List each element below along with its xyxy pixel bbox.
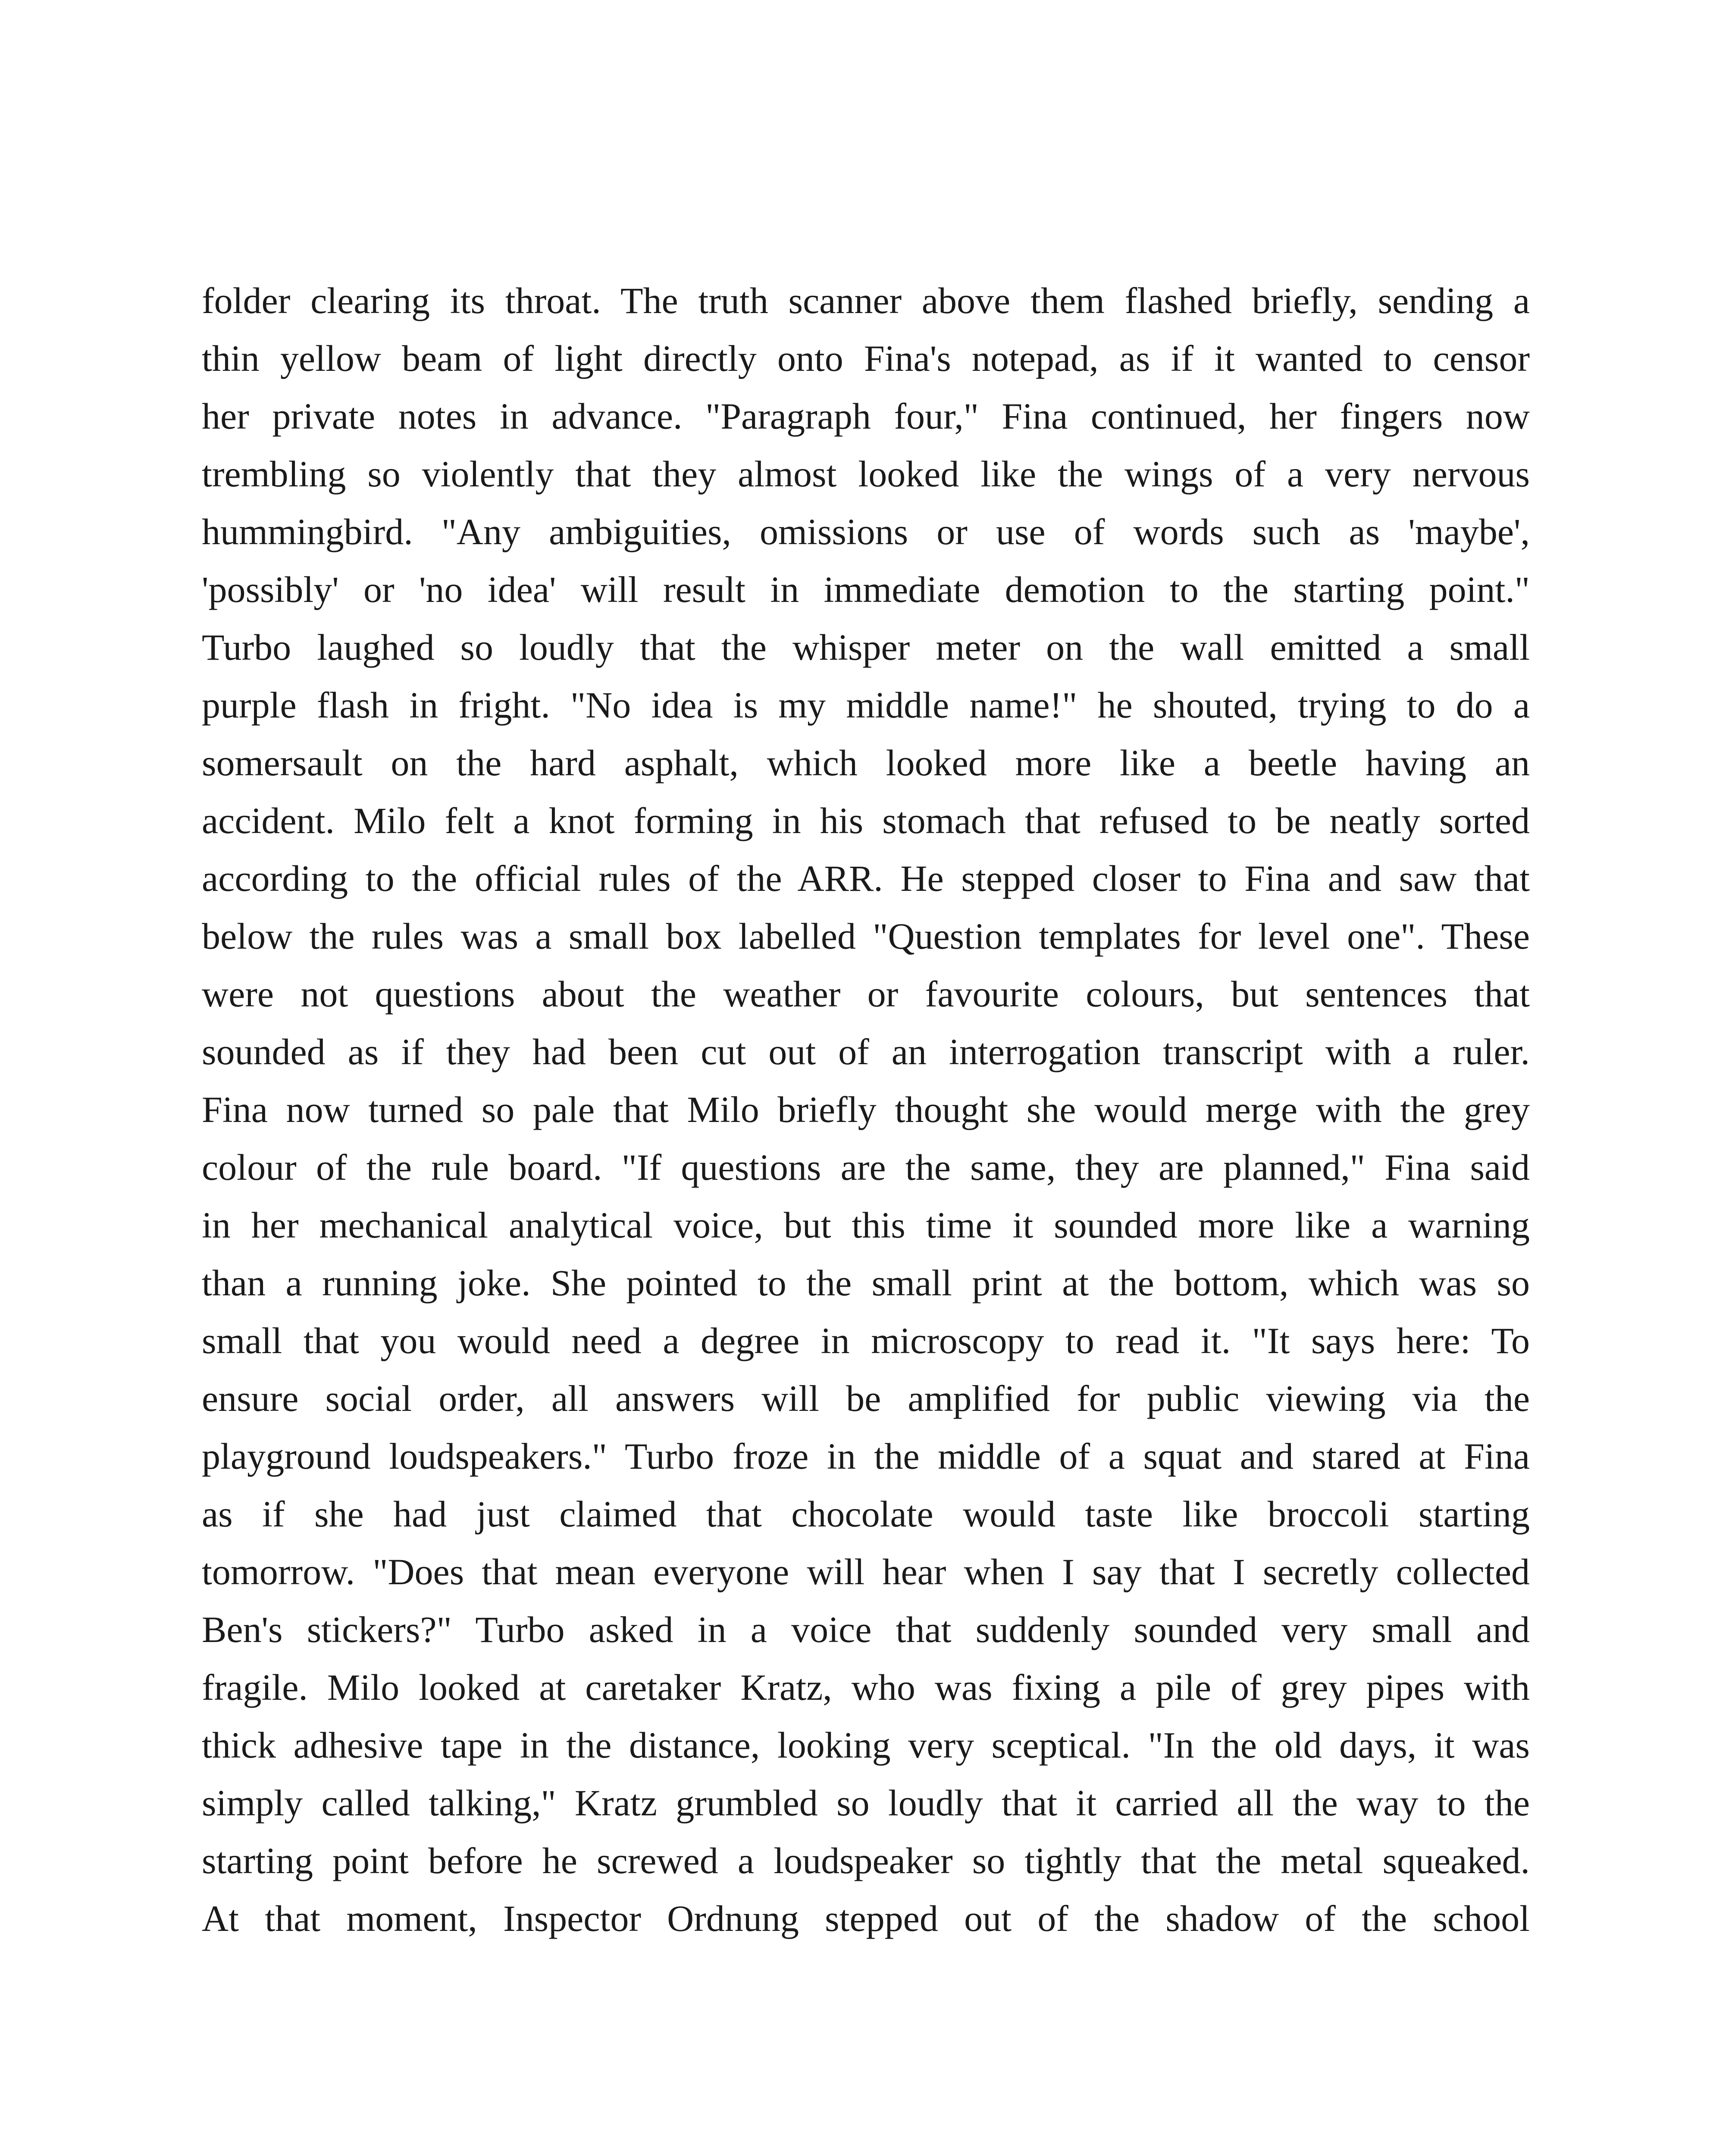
text-line: playground loudspeakers." Turbo froze in the middle of a squat and stared at Fina	[202, 1435, 1530, 1477]
text-line: were not questions about the weather or favourite colours, but sentences that	[202, 973, 1530, 1015]
text-line: fragile. Milo looked at caretaker Kratz, who was fixing a pile of grey pipes with	[202, 1667, 1530, 1708]
text-line: sounded as if they had been cut out of an interrogation transcript with a ruler.	[202, 1031, 1530, 1072]
text-line: her private notes in advance. "Paragraph four," Fina continued, her fingers now	[202, 395, 1530, 437]
text-line: thin yellow beam of light directly onto Fina's notepad, as if it wanted to censor	[202, 338, 1530, 379]
text-line: thick adhesive tape in the distance, looking very sceptical. "In the old days, it was	[202, 1724, 1530, 1766]
text-line: trembling so violently that they almost looked like the wings of a very nervous	[202, 453, 1530, 495]
text-line: according to the official rules of the ARR. He stepped closer to Fina and saw that	[202, 858, 1530, 899]
text-line: small that you would need a degree in microscopy to read it. "It says here: To	[202, 1320, 1530, 1361]
text-line: than a running joke. She pointed to the small print at the bottom, which was so	[202, 1262, 1530, 1304]
text-line: simply called talking," Kratz grumbled so loudly that it carried all the way to the	[202, 1782, 1530, 1824]
text-line: starting point before he screwed a loudspeaker so tightly that the metal squeaked.	[202, 1840, 1530, 1881]
text-line: folder clearing its throat. The truth scanner above them flashed briefly, sending a	[202, 280, 1530, 321]
text-line: Fina now turned so pale that Milo briefly thought she would merge with the grey	[202, 1089, 1530, 1130]
text-line: in her mechanical analytical voice, but this time it sounded more like a warning	[202, 1204, 1530, 1246]
text-line: as if she had just claimed that chocolate would taste like broccoli starting	[202, 1493, 1530, 1535]
text-line: tomorrow. "Does that mean everyone will hear when I say that I secretly collected	[202, 1551, 1530, 1592]
text-line: purple flash in fright. "No idea is my middle name!" he shouted, trying to do a	[202, 684, 1530, 726]
text-line: Ben's stickers?" Turbo asked in a voice that suddenly sounded very small and	[202, 1609, 1530, 1650]
text-line: Turbo laughed so loudly that the whisper meter on the wall emitted a small	[202, 627, 1530, 668]
text-line: below the rules was a small box labelled "Question templates for level one". These	[202, 915, 1530, 957]
text-line: accident. Milo felt a knot forming in his stomach that refused to be neatly sorted	[202, 800, 1530, 841]
text-line: ensure social order, all answers will be amplified for public viewing via the	[202, 1378, 1530, 1419]
text-line: colour of the rule board. "If questions are the same, they are planned," Fina said	[202, 1147, 1530, 1188]
text-line: hummingbird. "Any ambiguities, omissions or use of words such as 'maybe',	[202, 511, 1530, 552]
text-line: 'possibly' or 'no idea' will result in immediate demotion to the starting point."	[202, 569, 1530, 610]
text-line: somersault on the hard asphalt, which looked more like a beetle having an	[202, 742, 1530, 783]
text-line: At that moment, Inspector Ordnung stepped out of the shadow of the school	[202, 1898, 1530, 1939]
body-text	[202, 272, 1530, 1947]
